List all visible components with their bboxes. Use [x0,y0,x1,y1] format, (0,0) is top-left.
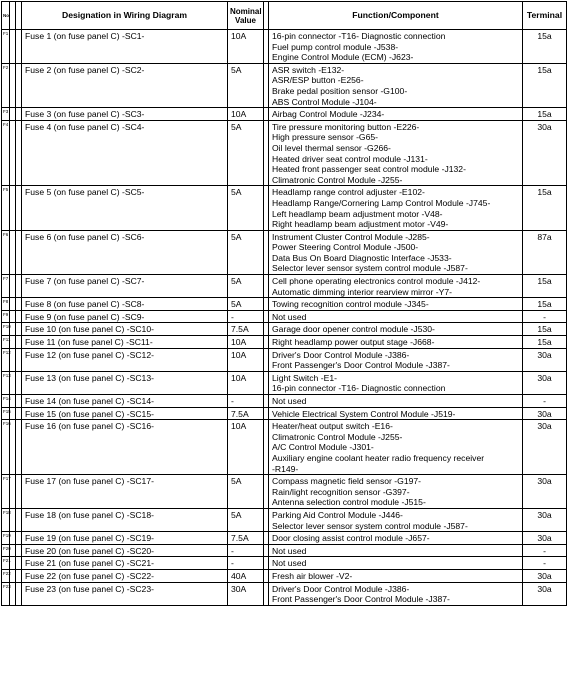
table-row [2,420,567,475]
table-row [2,336,567,349]
fuse-number: F17 [2,475,10,509]
header-nominal-value [228,2,264,30]
fuse-number: F5 [2,186,10,230]
function-component: Door closing assist control module -J657- [272,533,430,544]
fuse-terminal: 15a [523,186,567,230]
table-row [2,407,567,420]
function-component: Antenna selection control module -J515- [272,497,426,508]
function-component: Right headlamp beam adjustment motor -V49- [272,219,449,230]
function-component: Headlamp Range/Cornering Lamp Control Module -J745- [272,197,491,208]
function-component: Tire pressure monitoring button -E226- [272,121,420,132]
fuse-nominal-value: - [228,557,264,570]
fuse-table [1,1,567,606]
fuse-function-list [269,30,523,64]
fuse-designation: Fuse 6 (on fuse panel C) -SC6- [22,230,228,274]
function-component: Garage door opener control module -J530- [272,324,435,335]
fuse-designation: Fuse 8 (on fuse panel C) -SC8- [22,298,228,311]
fuse-terminal: 15a [523,30,567,64]
function-component: Rain/light recognition sensor -G397- [272,486,410,497]
fuse-designation: Fuse 16 (on fuse panel C) -SC16- [22,420,228,475]
fuse-function-list [269,544,523,557]
fuse-function-list [269,475,523,509]
fuse-designation: Fuse 15 (on fuse panel C) -SC15- [22,407,228,420]
fuse-nominal-value: 7.5A [228,532,264,545]
table-row [2,348,567,371]
function-component: Front Passenger's Door Control Module -J387- [272,594,450,605]
table-row [2,508,567,531]
function-component: Heated driver seat control module -J131- [272,153,428,164]
table-row [2,186,567,230]
fuse-nominal-value: 5A [228,186,264,230]
function-component: 16-pin connector -T16- Diagnostic connection [272,31,446,41]
function-component: Not used [272,311,307,322]
fuse-number: F16 [2,420,10,475]
fuse-nominal-value: 7.5A [228,407,264,420]
fuse-function-list [269,420,523,475]
fuse-nominal-value: 5A [228,298,264,311]
fuse-function-list [269,371,523,394]
fuse-terminal: 30a [523,508,567,531]
fuse-designation: Fuse 4 (on fuse panel C) -SC4- [22,120,228,186]
fuse-terminal: 15a [523,108,567,121]
function-component: Not used [272,545,307,556]
function-component: Heated front passenger seat control module -J132- [272,164,466,175]
fuse-terminal: 15a [523,298,567,311]
fuse-nominal-value: 10A [228,420,264,475]
fuse-terminal: 30a [523,120,567,186]
fuse-terminal: - [523,557,567,570]
table-row [2,582,567,605]
table-row [2,532,567,545]
function-component: ABS Control Module -J104- [272,96,377,107]
fuse-function-list [269,310,523,323]
fuse-designation: Fuse 1 (on fuse panel C) -SC1- [22,30,228,64]
fuse-function-list [269,298,523,311]
function-component: Heater/heat output switch -E16- [272,421,393,432]
fuse-number: F3 [2,108,10,121]
fuse-number: F10 [2,323,10,336]
fuse-number: F19 [2,532,10,545]
fuse-number: F6 [2,230,10,274]
function-component: Airbag Control Module -J234- [272,109,385,120]
table-row [2,569,567,582]
function-component: A/C Control Module -J301- [272,442,374,453]
function-component: Parking Aid Control Module -J446- [272,509,403,520]
fuse-function-list [269,186,523,230]
fuse-number: F23 [2,582,10,605]
fuse-designation: Fuse 23 (on fuse panel C) -SC23- [22,582,228,605]
function-component: Data Bus On Board Diagnostic Interface -J533- [272,252,452,263]
fuse-nominal-value: 30A [228,582,264,605]
table-row [2,30,567,64]
fuse-designation: Fuse 3 (on fuse panel C) -SC3- [22,108,228,121]
function-component: Climatronic Control Module -J255- [272,431,403,442]
table-row [2,544,567,557]
table-row [2,108,567,121]
function-component: Not used [272,396,307,406]
fuse-nominal-value: - [228,544,264,557]
function-component: Climatronic Control Module -J255- [272,174,403,185]
fuse-terminal: 15a [523,63,567,107]
function-component: ASR switch -E132- [272,64,345,75]
table-body [2,30,567,606]
fuse-number: F4 [2,120,10,186]
fuse-number: F20 [2,544,10,557]
fuse-nominal-value: 10A [228,371,264,394]
fuse-number: F11 [2,336,10,349]
fuse-terminal: - [523,310,567,323]
header-no: No [2,2,10,30]
fuse-number: F21 [2,557,10,570]
function-component: Headlamp range control adjuster -E102- [272,187,425,198]
fuse-nominal-value: 10A [228,336,264,349]
fuse-number: F7 [2,275,10,298]
function-component: Front Passenger's Door Control Module -J387- [272,360,450,371]
fuse-nominal-value: 10A [228,348,264,371]
table-row [2,323,567,336]
fuse-designation: Fuse 21 (on fuse panel C) -SC21- [22,557,228,570]
function-component: Instrument Cluster Control Module -J285- [272,231,430,242]
function-component: Right headlamp power output stage -J668- [272,337,435,348]
fuse-terminal: 15a [523,336,567,349]
table-row [2,475,567,509]
function-component: -R149- [272,463,299,474]
function-component: Not used [272,558,307,569]
function-component: Power Steering Control Module -J500- [272,242,419,253]
function-component: Selector lever sensor system control module -J587- [272,520,468,531]
fuse-nominal-value: 40A [228,569,264,582]
fuse-function-list [269,569,523,582]
fuse-function-list [269,348,523,371]
fuse-number: F13 [2,371,10,394]
header-value: Value [235,15,256,25]
fuse-number: F15 [2,407,10,420]
table-row [2,371,567,394]
table-row [2,557,567,570]
fuse-terminal: 87a [523,230,567,274]
header-function: Function/Component [269,2,523,30]
fuse-designation: Fuse 13 (on fuse panel C) -SC13- [22,371,228,394]
function-component: 16-pin connector -T16- Diagnostic connection [272,383,446,394]
function-component: High pressure sensor -G65- [272,132,379,143]
table-row [2,120,567,186]
function-component: Towing recognition control module -J345- [272,299,429,310]
fuse-designation: Fuse 19 (on fuse panel C) -SC19- [22,532,228,545]
fuse-number: F8 [2,298,10,311]
fuse-function-list [269,120,523,186]
fuse-designation: Fuse 5 (on fuse panel C) -SC5- [22,186,228,230]
fuse-number: F9 [2,310,10,323]
header-row [2,2,567,30]
fuse-terminal: 30a [523,371,567,394]
fuse-nominal-value: 5A [228,120,264,186]
table-row [2,63,567,107]
function-component: Light Switch -E1- [272,372,337,383]
fuse-number: F14 [2,395,10,408]
function-component: Driver's Door Control Module -J386- [272,349,410,360]
fuse-number: F12 [2,348,10,371]
fuse-terminal: 30a [523,407,567,420]
function-component: Brake pedal position sensor -G100- [272,85,408,96]
function-component: Auxiliary engine coolant heater radio frequency receiver [272,452,485,463]
function-component: Fuel pump control module -J538- [272,41,399,52]
fuse-terminal: 30a [523,582,567,605]
fuse-function-list [269,508,523,531]
fuse-function-list [269,532,523,545]
function-component: Automatic dimming interior rearview mirror -Y7- [272,286,453,297]
fuse-nominal-value: 5A [228,275,264,298]
fuse-designation: Fuse 17 (on fuse panel C) -SC17- [22,475,228,509]
fuse-number: F18 [2,508,10,531]
function-component: Selector lever sensor system control module -J587- [272,263,468,274]
fuse-nominal-value: 5A [228,230,264,274]
fuse-designation: Fuse 20 (on fuse panel C) -SC20- [22,544,228,557]
fuse-designation: Fuse 7 (on fuse panel C) -SC7- [22,275,228,298]
fuse-designation: Fuse 2 (on fuse panel C) -SC2- [22,63,228,107]
fuse-terminal: 15a [523,323,567,336]
table-row [2,310,567,323]
function-component: ASR/ESP button -E256- [272,75,364,86]
fuse-nominal-value: 10A [228,108,264,121]
fuse-number: F22 [2,569,10,582]
fuse-terminal: 30a [523,420,567,475]
fuse-terminal: 30a [523,532,567,545]
fuse-function-list [269,336,523,349]
fuse-function-list [269,557,523,570]
header-designation: Designation in Wiring Diagram [22,2,228,30]
table-row [2,230,567,274]
fuse-function-list [269,63,523,107]
fuse-designation: Fuse 9 (on fuse panel C) -SC9- [22,310,228,323]
function-component: Engine Control Module (ECM) -J623- [272,52,414,63]
function-component: Left headlamp beam adjustment motor -V48- [272,208,443,219]
fuse-number: F2 [2,63,10,107]
function-component: Vehicle Electrical System Control Module -J519- [272,408,456,419]
fuse-function-list [269,108,523,121]
fuse-function-list [269,582,523,605]
fuse-designation: Fuse 14 (on fuse panel C) -SC14- [22,395,228,408]
function-component: Driver's Door Control Module -J386- [272,583,410,594]
fuse-designation: Fuse 11 (on fuse panel C) -SC11- [22,336,228,349]
fuse-designation: Fuse 10 (on fuse panel C) -SC10- [22,323,228,336]
fuse-function-list [269,407,523,420]
table-row [2,298,567,311]
fuse-terminal: 15a [523,275,567,298]
function-component: Oil level thermal sensor -G266- [272,142,391,153]
fuse-nominal-value: 5A [228,63,264,107]
function-component: Cell phone operating electronics control module -J412- [272,276,481,287]
table-row [2,395,567,408]
fuse-nominal-value: - [228,310,264,323]
fuse-nominal-value: 10A [228,30,264,64]
fuse-function-list [269,275,523,298]
fuse-function-list [269,230,523,274]
fuse-terminal: 30a [523,569,567,582]
fuse-function-list [269,395,523,408]
fuse-designation: Fuse 22 (on fuse panel C) -SC22- [22,569,228,582]
function-component: Compass magnetic field sensor -G197- [272,476,422,487]
function-component: Fresh air blower -V2- [272,570,353,581]
fuse-designation: Fuse 12 (on fuse panel C) -SC12- [22,348,228,371]
header-nominal: Nominal [230,6,262,16]
fuse-function-list [269,323,523,336]
fuse-nominal-value: 5A [228,508,264,531]
fuse-number: F1 [2,30,10,64]
fuse-nominal-value: 5A [228,475,264,509]
header-terminal: Terminal [523,2,567,30]
table-row [2,275,567,298]
fuse-terminal: - [523,544,567,557]
fuse-terminal: 30a [523,475,567,509]
fuse-nominal-value: 7.5A [228,323,264,336]
fuse-terminal: - [523,395,567,408]
fuse-terminal: 30a [523,348,567,371]
fuse-nominal-value: - [228,395,264,408]
fuse-designation: Fuse 18 (on fuse panel C) -SC18- [22,508,228,531]
